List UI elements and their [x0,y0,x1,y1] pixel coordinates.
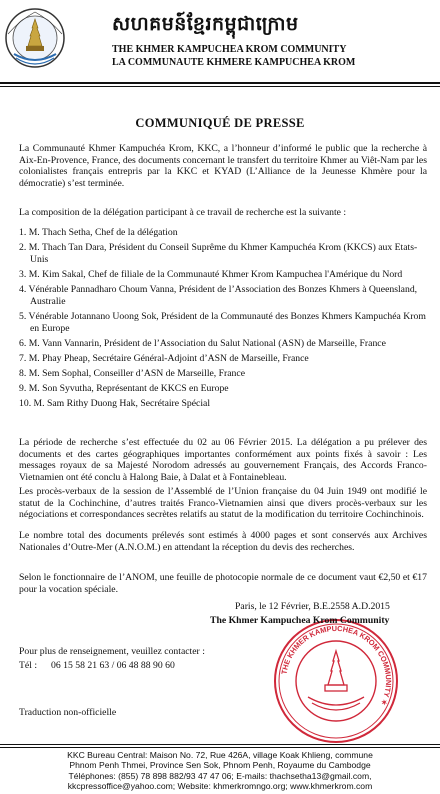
footer-line: Téléphones: (855) 78 898 882/93 47 47 06; E-mails: thachsetha13@gmail.com, [68,770,372,781]
organization-name-french: LA COMMUNAUTE KHMERE KAMPUCHEA KROM [112,57,356,68]
organization-logo [4,4,66,78]
paragraph-photocopy-cost: Selon le fonctionnaire de l’ANOM, une feuille de photocopie normale de ce document vaut €2,50 et €17 pour la vocation spéciale. [19,572,427,595]
official-seal-stamp [272,617,400,745]
footer-line: KKC Bureau Central: Maison No. 72, Rue 426A, village Koak Khlieng, commune [67,750,373,760]
list-item: 1. M. Thach Setha, Chef de la délégation [19,227,178,238]
paragraph-research-period: La période de recherche s’est effectuée du 02 au 06 Février 2015. La délégation a pu prélever des documents et des cartes géographiques importantes conformément aux points fixés à savoir : Les messages royaux de sa Majesté Norodom adressés au gouvernement Français, des Accords Franco-Vietnamien ont été conclu à Halong Baie, à Dalat et à Fontainebleau. [19,437,427,483]
document-title: COMMUNIQUÉ DE PRESSE [135,116,305,130]
header-divider [0,82,440,84]
footer-divider [0,744,440,745]
letterhead [0,0,440,82]
list-item: 8. M. Sem Sophal, Conseiller d’ASN de Marseille, France [19,368,246,380]
list-item: 7. M. Phay Pheap, Secrétaire Général-Adjoint d’ASN de Marseille, France [19,352,309,364]
contact-telephone [19,660,175,671]
list-item: 3. M. Kim Sakal, Chef de filiale de la Communauté Khmer Krom Kampuchea l'Amérique du Nord [19,268,403,280]
list-item: 5. Vénérable Jotannano Uoong Sok, Président de la Communauté des Bonzes Khmers Kampuchéa Krom en Europe [19,310,426,334]
list-item: 10. M. Sam Rithy Duong Hak, Secrétaire Spécial [19,398,211,410]
footer-address [0,750,440,792]
place-and-date: Paris, le 12 Février, B.E.2558 A.D.2015 [235,601,390,612]
list-item: 9. M. Son Syvutha, Représentant de KKCS en Europe [19,383,229,395]
signature-organization: The Khmer Kampuchea Krom Community [210,615,390,626]
paragraph-delegation: La composition de la délégation participant à ce travail de recherche est la suivante : [19,207,347,218]
paragraph-proces-verbaux: Les procès-verbaux de la session de l’Assemblé de l’Union française du 04 Juin 1949 ont modifié le statut de la Cochinchine, d’autres traités Franco-Vietnamien ainsi que divers procès-verbaux sur les négociations et correspondances secrètes relatifs au statut de la modification du territoire Cochinchinois. [19,486,427,521]
list-item: 2. M. Thach Tan Dara, Président du Conseil Suprême du Khmer Kampuchéa Krom (KKCS) aux Etats-Unis [19,242,418,265]
list-item: 4. Vénérable Pannadharo Choum Vanna, Président de l’Association des Bonzes Khmers à Queensland, Australie [19,284,418,307]
contact-label: Pour plus de renseignement, veuillez contacter : [19,646,205,657]
telephone-numbers: 06 15 58 21 63 / 06 48 88 90 60 [51,660,175,671]
footer-line: Phnom Penh Thmei, Province Sen Sok, Phnom Penh, Royaume du Cambodge [69,760,371,771]
translation-note: Traduction non-officielle [19,707,117,718]
organization-name-english: THE KHMER KAMPUCHEA KROM COMMUNITY [112,44,347,55]
footer-divider-thin [0,747,440,748]
footer-line: kkcpressoffice@yahoo.com; Website: khmerkromngo.org; www.khmerkrom.com [67,781,373,792]
telephone-label: Tél : [19,660,38,671]
khmer-organization-name: សហគមន៍ខ្មែរកម្ពុជាក្រោម [112,13,299,35]
header-divider-thin [0,86,440,87]
list-item: 6. M. Vann Vannarin, Président de l’Association du Salut National (ASN) de Marseille, France [19,337,386,349]
delegation-list [19,227,427,414]
paragraph-document-count: Le nombre total des documents prélevés sont estimés à 4000 pages et sont conservés aux Archives Nationales d’Outre-Mer (A.N.O.M.) en attendant la réception du devis des recherches. [19,530,427,553]
svg-text:THE KHMER KAMPUCHEA KROM COMMU: THE KHMER KAMPUCHEA KROM COMMUNITY ✶ [279,623,394,707]
paragraph-intro: La Communauté Khmer Kampuchéa Krom, KKC, a l’honneur d’informé le public que la recherche à Aix-En-Provence, France, des documents concernant le transfert du territoire Khmer au Viêt-Nam par les colonialistes français entrepris par la KKC et KYAD (L’Alliance de la Jeunesse Khmère pour la démocratie) s’est terminée. [19,143,427,189]
